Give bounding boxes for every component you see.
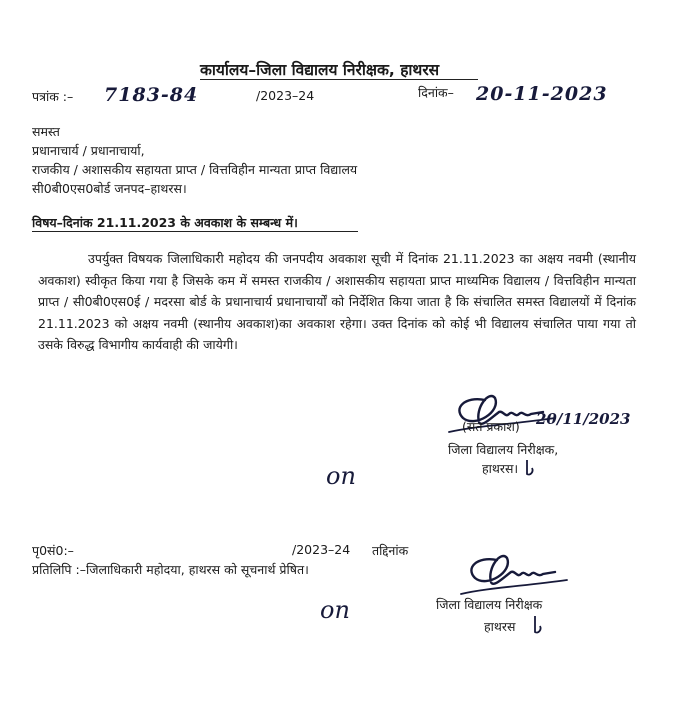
- pratilipi-line: प्रतिलिपि :–जिलाधिकारी महोदया, हाथरस को सूचनार्थ प्रेषित।: [32, 562, 309, 577]
- patrank-number-handwritten: 7183-84: [104, 84, 199, 106]
- title-underline: [200, 79, 478, 80]
- place-2: हाथरस: [484, 619, 516, 634]
- patrank-label: पत्रांक :–: [32, 89, 74, 104]
- body-paragraph: उपर्युक्त विषयक जिलाधिकारी महोदय की जनपदीय अवकाश सूची में दिनांक 21.11.2023 का अक्षय नवमी (स्थानीय अवकाश) स्वीकृत किया गया है जिसके कम में समस्त राजकीय / अशासकीय सहायता प्राप्त माध्यमिक विद्यालय / वित्तविहीन मान्यता प्राप्त / सी0बी0एस0ई / मदरसा बोर्ड के प्रधानाचार्य प्रधानाचार्यों को निर्देशित किया जाता है कि संचालित समस्त विद्यालयों में दिनांक 21.11.2023 को अक्षय नवमी (स्थानीय अवकाश)का अवकाश रहेगा। उक्त दिनांक को कोई भी विद्यालय संचालित पाया गया तो उसके विरुद्ध विभागीय कार्यवाही की जायेगी।: [38, 251, 636, 353]
- designation-2: जिला विद्यालय निरीक्षक: [436, 597, 543, 612]
- initials-mark-1: on: [326, 462, 356, 490]
- designation-1: जिला विद्यालय निरीक्षक,: [448, 442, 559, 457]
- body-paragraph-block: [38, 248, 636, 356]
- copy-ref-date: तद्दिनांक: [372, 543, 409, 558]
- copy-ref-label: पृ0सं0:–: [32, 543, 74, 558]
- copy-ref-year: /2023–24: [292, 542, 351, 557]
- subject-line: [32, 214, 298, 231]
- signature-2: [455, 548, 575, 600]
- addressee-line-1: समस्त: [32, 124, 60, 139]
- patrank-year: /2023–24: [256, 88, 315, 103]
- signer-name: (संत प्रकाश): [462, 419, 520, 434]
- subject-label: विषय–: [32, 215, 63, 230]
- dinank-label: दिनांक–: [418, 85, 454, 100]
- addressee-line-3: राजकीय / अशासकीय सहायता प्राप्त / वित्तविहीन मान्यता प्राप्त विद्यालय: [32, 162, 358, 177]
- office-title: कार्यालय–जिला विद्यालय निरीक्षक, हाथरस: [200, 61, 440, 79]
- initial-tick-1: [524, 458, 538, 478]
- dinank-handwritten: 20-11-2023: [476, 83, 608, 105]
- addressee-line-4: सी0बी0एस0बोर्ड जनपद–हाथरस।: [32, 181, 187, 196]
- signature-date-handwritten: 20/11/2023: [536, 410, 631, 428]
- addressee-line-2: प्रधानाचार्य / प्रधानाचार्या,: [32, 143, 145, 158]
- subject-underline: [32, 231, 358, 232]
- initial-tick-2: [532, 614, 546, 636]
- initials-mark-2: on: [320, 596, 350, 624]
- subject-text: दिनांक 21.11.2023 के अवकाश के सम्बन्ध में।: [62, 215, 298, 230]
- place-1: हाथरस।: [482, 461, 519, 476]
